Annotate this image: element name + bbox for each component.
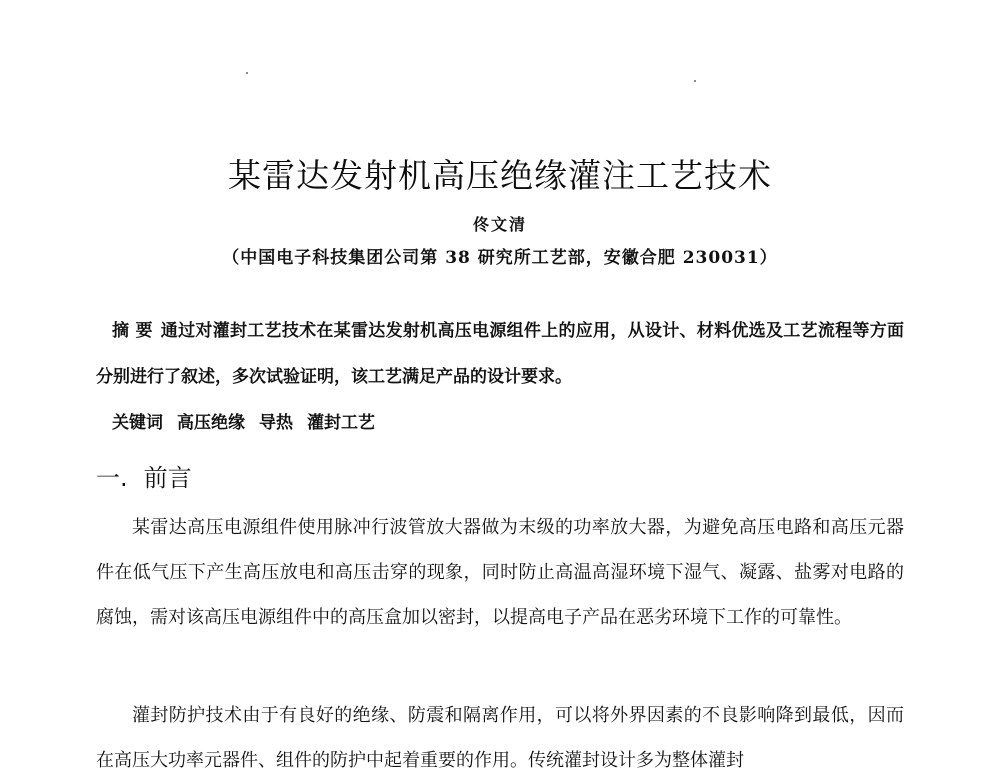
abstract-text: 通过对灌封工艺技术在某雷达发射机高压电源组件上的应用，从设计、材料优选及工艺流程等方面分别进行了叙述，多次试验证明，该工艺满足产品的设计要求。 [96,321,905,387]
keyword: 导热 [259,413,293,433]
author-affiliation: （中国电子科技集团公司第 38 研究所工艺部，安徽合肥 230031） [222,248,778,268]
abstract-label: 摘 要 [112,321,153,341]
keywords-label: 关键词 [112,413,163,433]
abstract [96,308,904,400]
body-paragraph: 灌封防护技术由于有良好的绝缘、防震和隔离作用，可以将外界因素的不良影响降到最低，因而在高压大功率元器件、组件的防护中起着重要的作用。传统灌封设计多为整体灌封 [96,705,904,771]
scan-speck [246,72,248,74]
author-name: 佟文清 [472,215,527,234]
keyword: 高压绝缘 [177,413,245,433]
section-title: 前言 [143,464,192,492]
scan-speck [694,80,696,82]
paper-title: 某雷达发射机高压绝缘灌注工艺技术 [228,156,772,195]
keyword: 灌封工艺 [307,413,375,433]
body-paragraph: 某雷达高压电源组件使用脉冲行波管放大器做为末级的功率放大器，为避免高压电路和高压元器件在低气压下产生高压放电和高压击穿的现象，同时防止高温高湿环境下湿气、凝露、盐雾对电路的腐蚀，需对该高压电源组件中的高压盒加以密封，以提高电子产品在恶劣环境下工作的可靠性。 [96,517,904,628]
section-number: 一. [96,464,128,492]
keywords-line [112,408,912,433]
section-heading [96,458,192,493]
